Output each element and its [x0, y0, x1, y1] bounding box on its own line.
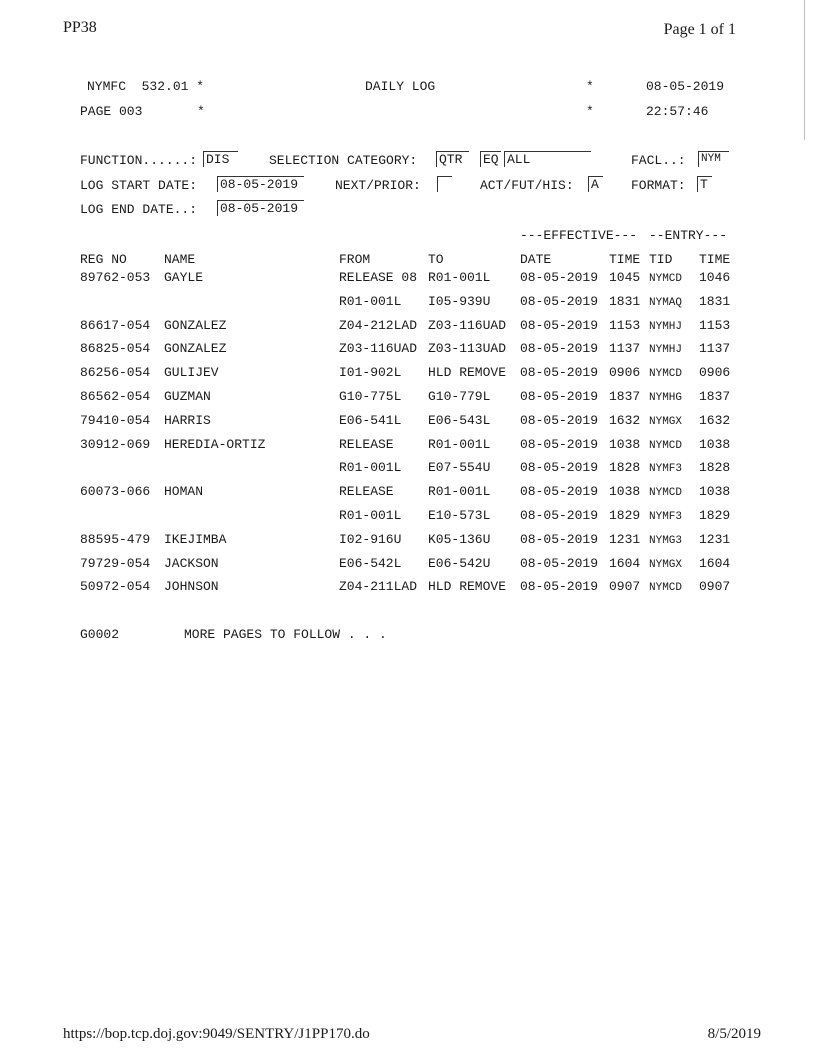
col-header-name: NAME [164, 252, 196, 267]
row-tid: NYMCD [649, 368, 683, 380]
row-effective-time: 1231 [609, 532, 641, 547]
row-tid: NYMHG [649, 392, 683, 404]
row-to: HLD REMOVE [428, 579, 507, 594]
row-effective-time: 1632 [609, 413, 641, 428]
row-tid: NYMF3 [649, 463, 683, 475]
row-tid: NYMCD [649, 273, 683, 285]
page-number: PAGE 003 * [80, 104, 205, 119]
row-effective-date: 08-05-2019 [520, 556, 599, 571]
system-id: NYMFC 532.01 * [87, 79, 205, 94]
row-from: E06-541L [339, 413, 402, 428]
row-entry-time: 1038 [699, 437, 731, 452]
print-url: https://bop.tcp.doj.gov:9049/SENTRY/J1PP170.do [63, 1026, 370, 1042]
col-header-date: DATE [520, 252, 552, 267]
row-reg-no: 60073-066 [80, 484, 151, 499]
col-header-tid: TID [649, 252, 673, 267]
row-from: R01-001L [339, 294, 402, 309]
row-from: I01-902L [339, 365, 402, 380]
row-to: R01-001L [428, 484, 491, 499]
row-reg-no: 86256-054 [80, 365, 151, 380]
row-to: E06-543L [428, 413, 491, 428]
row-effective-date: 08-05-2019 [520, 460, 599, 475]
row-name: GAYLE [164, 270, 204, 285]
row-tid: NYMGX [649, 416, 683, 428]
row-to: R01-001L [428, 437, 491, 452]
function-field[interactable]: DIS [203, 151, 238, 167]
format-label: FORMAT: [631, 178, 686, 193]
row-entry-time: 1038 [699, 484, 731, 499]
col-header-reg-no: REG NO [80, 252, 127, 267]
header-star-2: * [586, 104, 594, 119]
row-to: I05-939U [428, 294, 491, 309]
row-entry-time: 1137 [699, 341, 731, 356]
next-prior-field[interactable] [437, 176, 452, 192]
row-tid: NYMCD [649, 487, 683, 499]
row-entry-time: 1604 [699, 556, 731, 571]
row-from: I02-916U [339, 532, 402, 547]
row-entry-time: 1632 [699, 413, 731, 428]
row-entry-time: 1837 [699, 389, 731, 404]
row-reg-no: 79729-054 [80, 556, 151, 571]
row-name: JACKSON [164, 556, 219, 571]
row-name: HARRIS [164, 413, 211, 428]
row-effective-date: 08-05-2019 [520, 318, 599, 333]
row-from: RELEASE [339, 484, 394, 499]
row-from: Z03-116UAD [339, 341, 418, 356]
entry-group-header: --ENTRY--- [649, 228, 728, 243]
row-effective-time: 1604 [609, 556, 641, 571]
row-to: HLD REMOVE [428, 365, 507, 380]
row-entry-time: 1829 [699, 508, 731, 523]
row-effective-date: 08-05-2019 [520, 532, 599, 547]
row-effective-date: 08-05-2019 [520, 341, 599, 356]
row-tid: NYMF3 [649, 511, 683, 523]
row-name: GONZALEZ [164, 341, 227, 356]
row-effective-date: 08-05-2019 [520, 508, 599, 523]
row-to: G10-779L [428, 389, 491, 404]
row-tid: NYMGX [649, 559, 683, 571]
row-to: R01-001L [428, 270, 491, 285]
row-entry-time: 0907 [699, 579, 731, 594]
row-tid: NYMAQ [649, 297, 683, 309]
more-pages-message: MORE PAGES TO FOLLOW . . . [184, 627, 387, 642]
row-reg-no: 30912-069 [80, 437, 151, 452]
row-effective-time: 0906 [609, 365, 641, 380]
row-from: G10-775L [339, 389, 402, 404]
screen-title: DAILY LOG [365, 79, 436, 94]
row-from: Z04-211LAD [339, 579, 418, 594]
row-reg-no: 89762-053 [80, 270, 151, 285]
row-reg-no: 86562-054 [80, 389, 151, 404]
row-to: E06-542U [428, 556, 491, 571]
row-name: GUZMAN [164, 389, 211, 404]
row-reg-no: 86825-054 [80, 341, 151, 356]
row-effective-date: 08-05-2019 [520, 484, 599, 499]
row-from: RELEASE [339, 437, 394, 452]
row-tid: NYMHJ [649, 344, 683, 356]
row-tid: NYMG3 [649, 535, 683, 547]
act-fut-his-field[interactable]: A [588, 176, 603, 192]
row-entry-time: 1828 [699, 460, 731, 475]
row-tid: NYMCD [649, 582, 683, 594]
print-date: 8/5/2019 [707, 1026, 761, 1042]
log-start-date-field[interactable]: 08-05-2019 [217, 176, 304, 192]
row-entry-time: 1231 [699, 532, 731, 547]
row-reg-no: 88595-479 [80, 532, 151, 547]
row-name: GONZALEZ [164, 318, 227, 333]
row-reg-no: 86617-054 [80, 318, 151, 333]
row-to: Z03-113UAD [428, 341, 507, 356]
row-effective-time: 1137 [609, 341, 641, 356]
col-header-from: FROM [339, 252, 371, 267]
row-tid: NYMCD [649, 440, 683, 452]
selection-scope-field[interactable]: ALL [504, 151, 591, 167]
row-effective-time: 1038 [609, 484, 641, 499]
row-effective-date: 08-05-2019 [520, 437, 599, 452]
row-entry-time: 1831 [699, 294, 731, 309]
header-star: * [586, 79, 594, 94]
effective-group-header: ---EFFECTIVE--- [520, 228, 638, 243]
row-name: IKEJIMBA [164, 532, 227, 547]
row-to: E10-573L [428, 508, 491, 523]
col-header-to: TO [428, 252, 444, 267]
message-code: G0002 [80, 627, 120, 642]
row-from: RELEASE 08 [339, 270, 418, 285]
format-field[interactable]: T [697, 176, 712, 192]
row-from: Z04-212LAD [339, 318, 418, 333]
row-from: R01-001L [339, 508, 402, 523]
row-to: E07-554U [428, 460, 491, 475]
log-end-date-field[interactable]: 08-05-2019 [217, 200, 304, 216]
row-effective-time: 0907 [609, 579, 641, 594]
row-reg-no: 50972-054 [80, 579, 151, 594]
row-effective-time: 1828 [609, 460, 641, 475]
row-effective-time: 1829 [609, 508, 641, 523]
col-header-entry-time: TIME [699, 252, 731, 267]
row-effective-date: 08-05-2019 [520, 413, 599, 428]
facl-field[interactable]: NYM [698, 151, 729, 167]
row-effective-date: 08-05-2019 [520, 365, 599, 380]
row-entry-time: 1153 [699, 318, 731, 333]
row-name: HEREDIA-ORTIZ [164, 437, 266, 452]
row-name: GULIJEV [164, 365, 219, 380]
function-label: FUNCTION......: [80, 153, 198, 168]
row-to: K05-136U [428, 532, 491, 547]
row-name: JOHNSON [164, 579, 219, 594]
row-to: Z03-116UAD [428, 318, 507, 333]
selection-operator-field[interactable]: EQ [480, 151, 501, 167]
row-effective-date: 08-05-2019 [520, 294, 599, 309]
row-effective-date: 08-05-2019 [520, 389, 599, 404]
log-end-date-label: LOG END DATE..: [80, 202, 198, 217]
screen-date: 08-05-2019 [646, 79, 725, 94]
row-effective-time: 1837 [609, 389, 641, 404]
selection-category-label: SELECTION CATEGORY: [269, 153, 418, 168]
row-name: HOMAN [164, 484, 204, 499]
row-reg-no: 79410-054 [80, 413, 151, 428]
row-entry-time: 1046 [699, 270, 731, 285]
row-effective-time: 1153 [609, 318, 641, 333]
row-tid: NYMHJ [649, 321, 683, 333]
facl-label: FACL..: [631, 153, 686, 168]
row-from: E06-542L [339, 556, 402, 571]
row-effective-date: 08-05-2019 [520, 579, 599, 594]
print-form-id: PP38 [63, 19, 97, 36]
row-effective-date: 08-05-2019 [520, 270, 599, 285]
row-entry-time: 0906 [699, 365, 731, 380]
row-from: R01-001L [339, 460, 402, 475]
row-effective-time: 1831 [609, 294, 641, 309]
row-effective-time: 1045 [609, 270, 641, 285]
print-page-info: Page 1 of 1 [663, 21, 736, 38]
next-prior-label: NEXT/PRIOR: [335, 178, 421, 193]
log-start-date-label: LOG START DATE: [80, 178, 198, 193]
row-effective-time: 1038 [609, 437, 641, 452]
screen-time: 22:57:46 [646, 104, 709, 119]
col-header-eff-time: TIME [609, 252, 641, 267]
act-fut-his-label: ACT/FUT/HIS: [480, 178, 574, 193]
selection-category-field[interactable]: QTR [436, 151, 469, 167]
